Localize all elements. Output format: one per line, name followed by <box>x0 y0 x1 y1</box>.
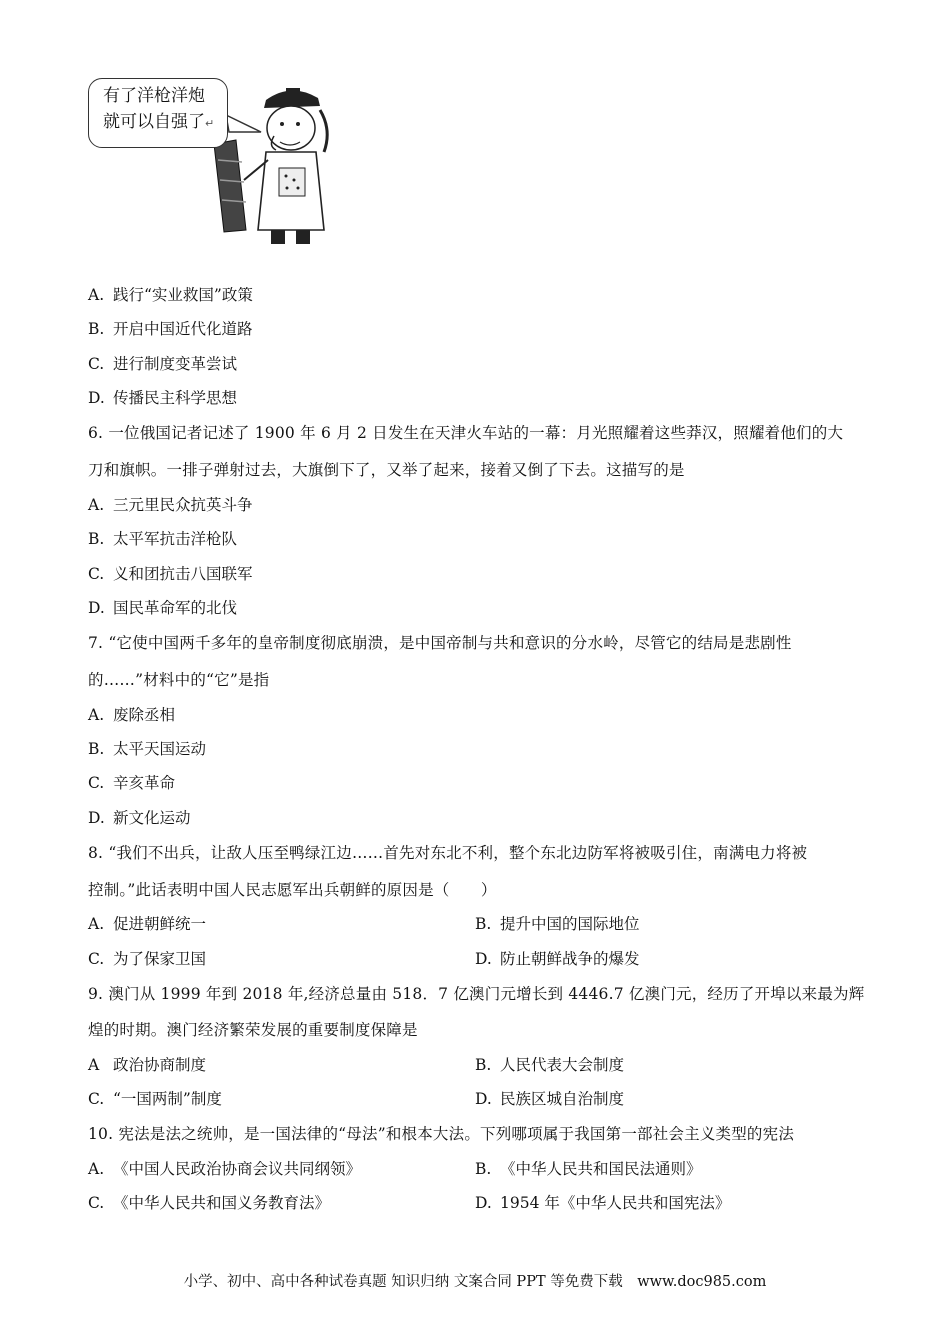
q10-stem-line-1: 10. 宪法是法之统帅，是一国法律的“母法”和根本大法。下列哪项属于我国第一部社会主义类型的宪法 <box>88 1125 795 1143</box>
return-mark-icon: ↵ <box>205 117 215 130</box>
q8-option-a: A. 促进朝鲜统一 <box>88 915 207 933</box>
q9-option-c: C. “一国两制”制度 <box>88 1090 222 1108</box>
q5-option-a: A. 践行“实业救国”政策 <box>88 286 253 304</box>
q6-option-d: D. 国民革命军的北伐 <box>88 599 238 617</box>
q6-option-b: B. 太平军抗击洋枪队 <box>88 530 238 548</box>
q7-option-a: A. 废除丞相 <box>88 706 176 724</box>
q6-stem-line-1: 6. 一位俄国记者记述了 1900 年 6 月 2 日发生在天津火车站的一幕：月光照耀着这些莽汉，照耀着他们的大 <box>88 424 844 442</box>
q9-stem-line-1: 9. 澳门从 1999 年到 2018 年,经济总量由 518．7 亿澳门元增长到 4446.7 亿澳门元，经历了开埠以来最为辉 <box>88 985 865 1003</box>
page-footer: 小学、初中、高中各种试卷真题 知识归纳 文案合同 PPT 等免费下载 www.doc985.com <box>183 1274 767 1290</box>
q9-option-a: A 政治协商制度 <box>88 1056 207 1074</box>
q8-option-c: C. 为了保家卫国 <box>88 950 207 968</box>
q6-option-c: C. 义和团抗击八国联军 <box>88 565 253 583</box>
speech-line-1: 有了洋枪洋炮 <box>103 86 205 106</box>
q7-option-d: D. 新文化运动 <box>88 809 191 827</box>
q8-option-d: D. 防止朝鲜战争的爆发 <box>475 950 640 968</box>
speech-line-2: 就可以自强了 <box>103 112 205 132</box>
q7-option-c: C. 辛亥革命 <box>88 774 176 792</box>
q9-stem-line-2: 煌的时期。澳门经济繁荣发展的重要制度保障是 <box>88 1021 418 1039</box>
q10-option-d: D. 1954 年《中华人民共和国宪法》 <box>475 1194 731 1212</box>
q7-option-b: B. 太平天国运动 <box>88 740 207 758</box>
q10-option-a: A. 《中国人民政治协商会议共同纲领》 <box>88 1160 362 1178</box>
q10-option-c: C. 《中华人民共和国义务教育法》 <box>88 1194 331 1212</box>
speech-bubble <box>88 78 228 148</box>
q6-stem-line-2: 刀和旗帜。一排子弹射过去，大旗倒下了，又举了起来，接着又倒了下去。这描写的是 <box>88 461 685 479</box>
q9-option-b: B. 人民代表大会制度 <box>475 1056 625 1074</box>
q5-option-c: C. 进行制度变革尝试 <box>88 355 238 373</box>
q5-option-d: D. 传播民主科学思想 <box>88 389 238 407</box>
q5-option-b: B. 开启中国近代化道路 <box>88 320 253 338</box>
q7-stem-line-1: 7. “它使中国两千多年的皇帝制度彻底崩溃，是中国帝制与共和意识的分水岭，尽管它的结局是悲剧性 <box>88 634 792 652</box>
q8-option-b: B. 提升中国的国际地位 <box>475 915 640 933</box>
q8-stem-line-2: 控制。”此话表明中国人民志愿军出兵朝鲜的原因是（ ） <box>88 881 497 899</box>
q8-stem-line-1: 8. “我们不出兵，让敌人压至鸭绿江边……首先对东北不利，整个东北边防军将被吸引住，南满电力将被 <box>88 844 808 862</box>
q6-option-a: A. 三元里民众抗英斗争 <box>88 496 253 514</box>
q7-stem-line-2: 的……”材料中的“它”是指 <box>88 671 270 689</box>
q10-option-b: B. 《中华人民共和国民法通则》 <box>475 1160 702 1178</box>
q9-option-d: D. 民族区城自治制度 <box>475 1090 625 1108</box>
